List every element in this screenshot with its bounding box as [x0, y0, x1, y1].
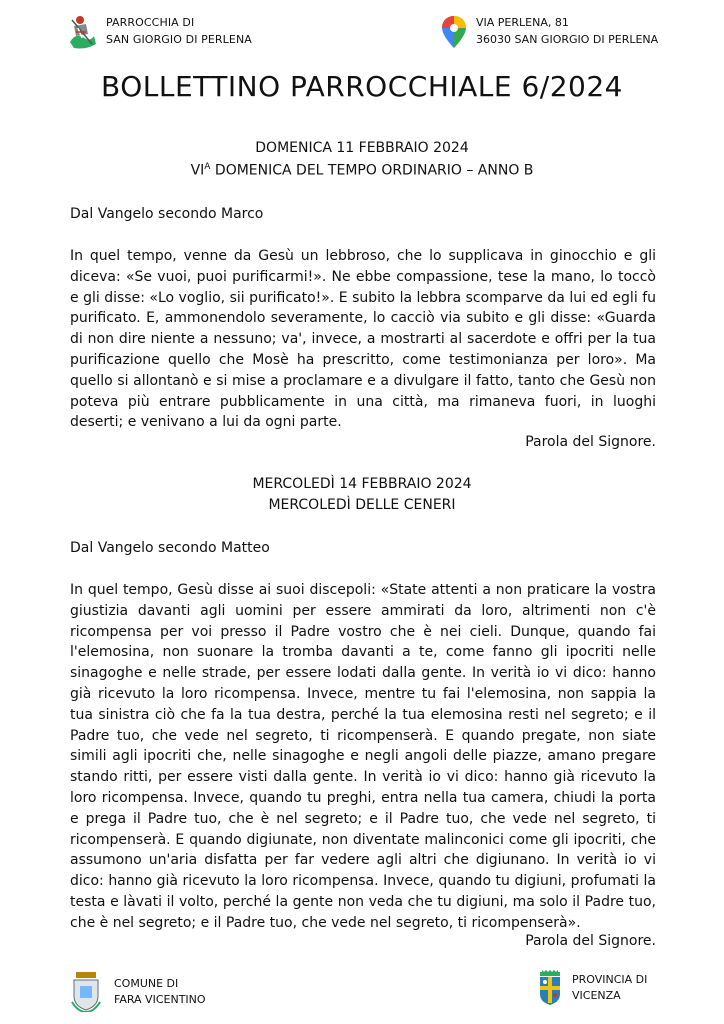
liturgy-superscript: A [204, 162, 211, 172]
section2-gospel-text: In quel tempo, Gesù disse ai suoi discepoli: «State attenti a non praticare la vostra giustizia davanti agli uomini per essere ammirati da loro, altrimenti non c'è ricompensa per voi presso il Padre vostro che è nei cieli. Dunque, quando fai l'elemosina, non suonare la tromba davanti a te, come fanno gli ipocriti nelle sinagoghe e nelle strade, per essere lodati dalla gente. In verità io vi dico: hanno già ricevuto la loro ricompensa. Invece, mentre tu fai l'elemosina, non sappia la tua sinistra ciò che fa la tua destra, perché la tua elemosina resti nel segreto; e il Padre tuo, che vede nel segreto, ti ricompenserà. E quando pregate, non siate simili agli ipocriti che, nelle sinagoghe e negli angoli delle piazze, amano pregare stando ritti, per essere visti dalla gente. In verità io vi dico: hanno già ricevuto la loro ricompensa. Invece, quando tu preghi, entra nella tua camera, chiudi la porta e prega il Padre tuo, che è nel segreto; e il Padre tuo, che vede nel segreto, ti ricompenserà. E quando digiunate, non diventate malinconici come gli ipocriti, che assumono un'aria disfatta per far vedere agli altri che digiunano. In verità io vi dico: hanno già ricevuto la loro ricompensa. Invece, quando tu digiuni, profumati la testa e làvati il volto, perché la gente non veda che tu digiuni, ma solo il Padre tuo, che è nel segreto; e il Padre tuo, che vede nel segreto, ti ricompenserà». [70, 582, 656, 931]
section2-date: MERCOLEDÌ 14 FEBBRAIO 2024 [252, 476, 472, 492]
municipal-crest-icon [70, 972, 102, 1012]
section2-gospel-source: Dal Vangelo secondo Matteo [70, 540, 270, 556]
section2-liturgy: MERCOLEDÌ DELLE CENERI [268, 497, 456, 513]
comune-line2: FARA VICENTINO [114, 993, 206, 1006]
map-pin-icon [442, 16, 466, 48]
liturgy-prefix: VI [190, 162, 205, 179]
address-header [442, 14, 658, 48]
comune-line1: COMUNE DI [114, 977, 179, 990]
provincial-crest-icon [538, 970, 562, 1006]
section2-closing: Parola del Signore. [525, 933, 656, 949]
bulletin-title: BOLLETTINO PARROCCHIALE 6/2024 [101, 70, 623, 103]
section1-gospel-text: In quel tempo, venne da Gesù un lebbroso, che lo supplicava in ginocchio e gli diceva: «Se vuoi, puoi purificarmi!». Ne ebbe compassione, tese la mano, lo toccò e gli disse: «Lo voglio, sii purificato!». E subito la lebbra scomparve da lui ed egli fu purificato. E, ammonendolo severamente, lo cacciò via subito e gli disse: «Guarda di non dire niente a nessuno; va', invece, a mostrarti al sacerdote e offri per la tua purificazione quello che Mosè ha prescritto, come testimonianza per loro». Ma quello si allontanò e si mise a proclamare e a divulgare il fatto, tanto che Gesù non poteva più entrare pubblicamente in una città, ma rimaneva fuori, in luoghi deserti; e venivano a lui da ogni parte. [70, 248, 656, 431]
comune-footer [70, 972, 206, 1012]
liturgy-rest: DOMENICA DEL TEMPO ORDINARIO – ANNO B [210, 162, 534, 179]
parish-name-line1: PARROCCHIA DI [106, 16, 195, 29]
st-george-dragon-icon [66, 14, 98, 50]
section1-liturgy [0, 162, 724, 179]
provincia-line2: VICENZA [572, 989, 621, 1002]
section1-gospel-source: Dal Vangelo secondo Marco [70, 206, 264, 222]
provincia-footer [538, 970, 647, 1006]
parish-header [66, 14, 252, 50]
provincia-line1: PROVINCIA DI [572, 973, 648, 986]
address-line2: 36030 SAN GIORGIO DI PERLENA [476, 33, 659, 46]
section1-closing: Parola del Signore. [525, 434, 656, 450]
section1-date: DOMENICA 11 FEBBRAIO 2024 [255, 140, 469, 156]
parish-name-line2: SAN GIORGIO DI PERLENA [106, 33, 252, 46]
address-line1: VIA PERLENA, 81 [476, 16, 569, 29]
